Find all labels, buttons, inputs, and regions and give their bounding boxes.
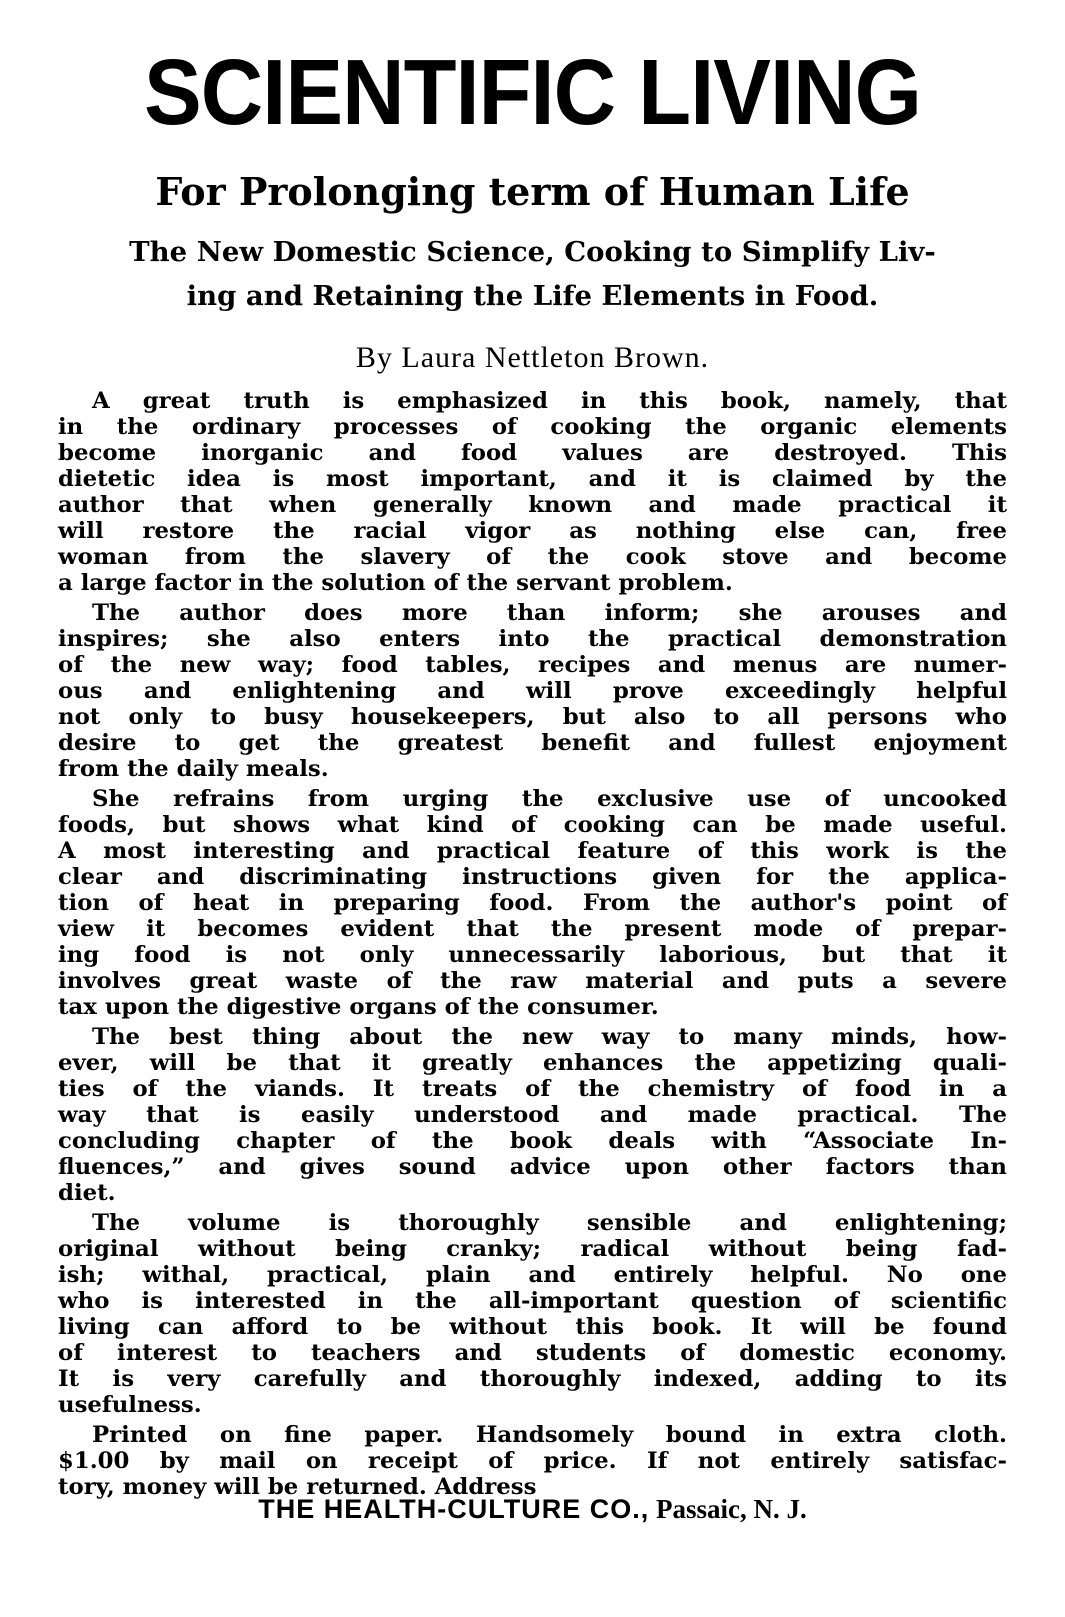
paragraph-line: fluences,” and gives sound advice upon other factors than	[58, 1154, 1007, 1180]
paragraph-line: concluding chapter of the book deals with “Associate In-	[58, 1128, 1007, 1154]
paragraph-line: dietetic idea is most important, and it is claimed by the	[58, 466, 1007, 492]
paragraph-line: usefulness.	[58, 1392, 202, 1418]
paragraph-line: The author does more than inform; she arouses and	[92, 600, 1007, 626]
paragraph-line: diet.	[58, 1180, 116, 1206]
paragraph-line: of interest to teachers and students of domestic economy.	[58, 1340, 1007, 1366]
body-paragraph	[58, 1422, 1007, 1500]
tagline-line: The New Domestic Science, Cooking to Simplify Liv-	[129, 236, 936, 268]
paragraph-line: inspires; she also enters into the practical demonstration	[58, 626, 1007, 652]
paragraph-line: The volume is thoroughly sensible and enlightening;	[92, 1210, 1007, 1236]
paragraph-line: foods, but shows what kind of cooking can be made useful.	[58, 812, 1007, 838]
body-paragraph	[58, 786, 1007, 1020]
publisher-name: THE HEALTH-CULTURE CO.,	[258, 1494, 650, 1524]
paragraph-line: A great truth is emphasized in this book, namely, that	[92, 388, 1007, 414]
paragraph-line: ish; withal, practical, plain and entirely helpful. No one	[58, 1262, 1007, 1288]
subtitle: For Prolonging term of Human Life	[155, 169, 910, 214]
paragraph-line: involves great waste of the raw material and puts a severe	[58, 968, 1007, 994]
paragraph-line: ties of the viands. It treats of the chemistry of food in a	[58, 1076, 1007, 1102]
paragraph-line: desire to get the greatest benefit and fullest enjoyment	[58, 730, 1007, 756]
paragraph-line: woman from the slavery of the cook stove and become	[58, 544, 1007, 570]
paragraph-line: clear and discriminating instructions given for the applica-	[58, 864, 1007, 890]
paragraph-line: author that when generally known and made practical it	[58, 492, 1007, 518]
paragraph-line: It is very carefully and thoroughly indexed, adding to its	[58, 1366, 1007, 1392]
paragraph-line: view it becomes evident that the present mode of prepar-	[58, 916, 1007, 942]
paragraph-line: a large factor in the solution of the servant problem.	[58, 570, 733, 596]
paragraph-line: ever, will be that it greatly enhances the appetizing quali-	[58, 1050, 1007, 1076]
body-paragraph	[58, 388, 1007, 596]
tagline	[58, 230, 1007, 318]
body-paragraph	[58, 1210, 1007, 1418]
body-paragraph	[58, 600, 1007, 782]
paragraph-line: The best thing about the new way to many minds, how-	[92, 1024, 1007, 1050]
body-paragraph	[58, 1024, 1007, 1206]
paragraph-line: She refrains from urging the exclusive use of uncooked	[92, 786, 1007, 812]
paragraph-line: way that is easily understood and made practical. The	[58, 1102, 1007, 1128]
paragraph-line: who is interested in the all-important question of scientific	[58, 1288, 1007, 1314]
paragraph-line: tion of heat in preparing food. From the author's point of	[58, 890, 1007, 916]
paragraph-line: A most interesting and practical feature of this work is the	[58, 838, 1007, 864]
paragraph-line: Printed on fine paper. Handsomely bound in extra cloth.	[92, 1422, 1007, 1448]
paragraph-line: become inorganic and food values are destroyed. This	[58, 440, 1007, 466]
paragraph-line: tax upon the digestive organs of the consumer.	[58, 994, 659, 1020]
paragraph-line: from the daily meals.	[58, 756, 329, 782]
paragraph-line: original without being cranky; radical without being fad-	[58, 1236, 1007, 1262]
tagline-line: ing and Retaining the Life Elements in Food.	[186, 280, 879, 312]
paragraph-line: in the ordinary processes of cooking the organic elements	[58, 414, 1007, 440]
paragraph-line: $1.00 by mail on receipt of price. If not entirely satisfac-	[58, 1448, 1007, 1474]
paragraph-line: tory, money will be returned. Address	[58, 1474, 537, 1500]
article-body	[58, 388, 1007, 1500]
paragraph-line: ing food is not only unnecessarily laborious, but that it	[58, 942, 1007, 968]
publisher-location: Passaic, N. J.	[655, 1494, 807, 1524]
page-title: SCIENTIFIC LIVING	[143, 40, 922, 144]
paragraph-line: of the new way; food tables, recipes and menus are numer-	[58, 652, 1007, 678]
paragraph-line: not only to busy housekeepers, but also to all persons who	[58, 704, 1007, 730]
paragraph-line: ous and enlightening and will prove exceedingly helpful	[58, 678, 1007, 704]
paragraph-line: living can afford to be without this book. It will be found	[58, 1314, 1007, 1340]
publisher-address	[0, 1492, 1065, 1526]
paragraph-line: will restore the racial vigor as nothing else can, free	[58, 518, 1007, 544]
author-byline: By Laura Nettleton Brown.	[355, 341, 710, 374]
